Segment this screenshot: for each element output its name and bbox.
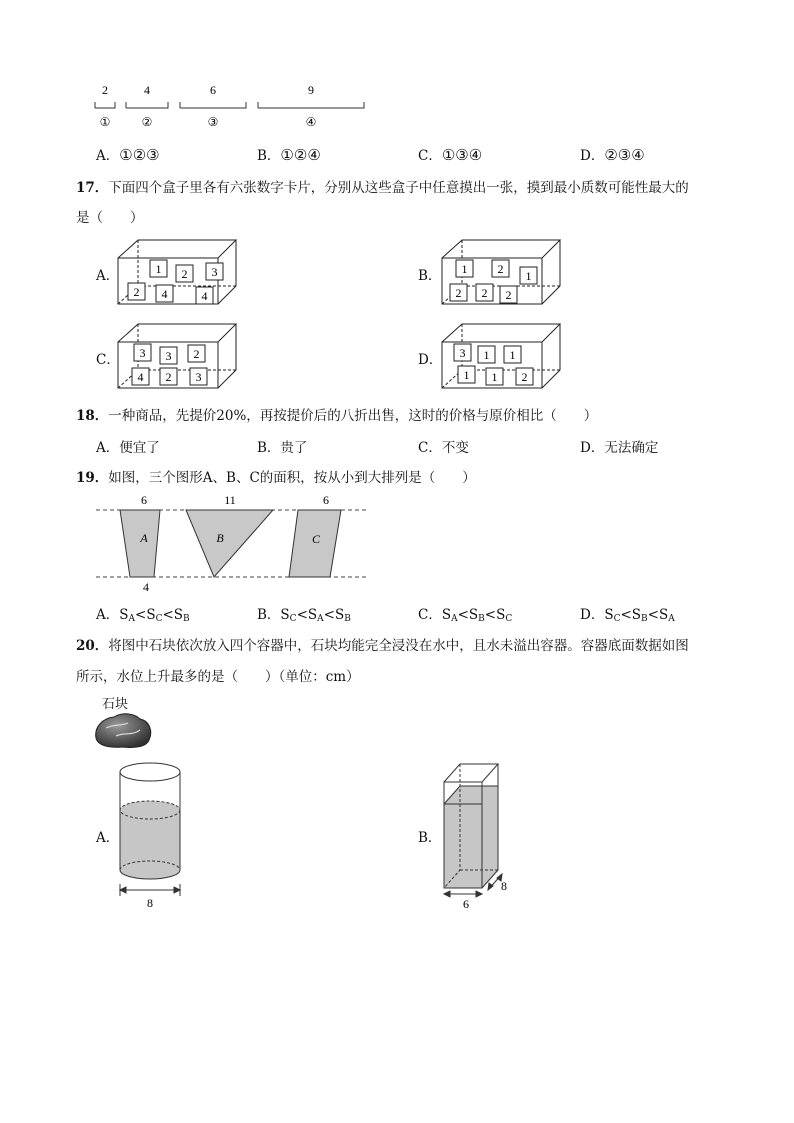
lt: < — [323, 607, 335, 623]
card: 4 — [201, 289, 208, 303]
q19-option-c[interactable] — [418, 603, 512, 624]
q17-box-a[interactable] — [116, 236, 240, 308]
option-text: 便宜了 — [119, 440, 160, 456]
option-text: ②③④ — [604, 146, 645, 164]
shape-label-c: C — [311, 532, 321, 546]
q20-a-dim: 8 — [147, 896, 153, 910]
s-symbol: S — [441, 607, 452, 623]
q20-b-dim-width: 6 — [463, 897, 469, 911]
option-letter: D． — [580, 440, 605, 456]
stone-icon — [92, 710, 154, 750]
card: 1 — [463, 368, 470, 382]
card: 4 — [161, 287, 168, 301]
q16-option-c[interactable] — [418, 144, 482, 164]
subscript: B — [183, 614, 190, 624]
lt: < — [457, 607, 469, 623]
q16-seg-length-3: 6 — [210, 83, 216, 97]
card: 1 — [483, 348, 490, 362]
q18-option-d[interactable] — [580, 436, 658, 456]
q17-box-b[interactable] — [440, 236, 564, 308]
q17-question-line1 — [76, 176, 689, 196]
q16-seg-mark-4: ④ — [305, 115, 317, 129]
option-text: ①②③ — [119, 146, 160, 164]
card: 2 — [165, 370, 172, 384]
s-symbol: S — [631, 607, 642, 623]
option-letter: C． — [418, 607, 442, 623]
option-letter: D． — [580, 148, 605, 164]
q17-option-b-label[interactable]: B． — [418, 268, 442, 284]
q18-option-b[interactable] — [257, 436, 307, 456]
option-letter: D． — [580, 607, 605, 623]
subscript: A — [668, 614, 675, 624]
q18-option-c[interactable] — [418, 436, 469, 456]
card: 3 — [459, 346, 466, 360]
q19-top-label-2: 11 — [224, 493, 236, 507]
s-symbol: S — [280, 607, 290, 623]
q20-container-b-cuboid[interactable] — [438, 760, 518, 914]
q18-option-a[interactable] — [96, 436, 160, 456]
option-text: ①③④ — [441, 146, 483, 164]
lt: < — [162, 607, 174, 623]
card: 2 — [193, 347, 200, 361]
option-letter: A． — [96, 440, 120, 456]
q19-question — [76, 466, 476, 486]
q16-seg-mark-2: ② — [141, 115, 153, 129]
q17-option-d-label[interactable]: D． — [418, 352, 443, 368]
q20-container-a-cylinder[interactable] — [114, 760, 188, 914]
s-symbol: S — [496, 607, 506, 623]
option-letter: B． — [257, 607, 281, 623]
lt: < — [647, 607, 659, 623]
q19-text: 如图，三个图形A、B、C的面积，按从小到大排列是（ ） — [108, 470, 476, 486]
q16-seg-length-2: 4 — [144, 83, 150, 97]
shape-label-b: B — [216, 531, 224, 545]
q18-question — [76, 404, 597, 424]
q16-seg-mark-1: ① — [99, 115, 111, 129]
s-symbol: S — [658, 607, 669, 623]
s-symbol: S — [119, 607, 129, 623]
card: 2 — [521, 370, 528, 384]
s-symbol: S — [468, 607, 479, 623]
q16-option-b[interactable] — [257, 144, 321, 164]
q16-seg-length-4: 9 — [308, 83, 314, 97]
q20-option-b-label[interactable]: B． — [418, 830, 442, 846]
subscript: B — [344, 614, 351, 624]
card: 3 — [165, 349, 172, 363]
s-symbol: S — [334, 607, 345, 623]
q20-number: 20． — [76, 638, 109, 654]
option-letter: B． — [257, 440, 281, 456]
option-letter: A． — [96, 607, 120, 623]
q19-option-b[interactable] — [257, 603, 351, 624]
option-text: ①②④ — [280, 146, 321, 164]
q18-text: 一种商品，先提价20%，再按提价后的八折出售，这时的价格与原价相比（ ） — [108, 408, 598, 424]
q17-text-1: 下面四个盒子里各有六张数字卡片，分别从这些盒子中任意摸出一张，摸到最小质数可能性最大的 — [108, 180, 689, 196]
subscript: B — [478, 614, 485, 624]
q17-box-d[interactable] — [440, 320, 564, 392]
s-symbol: S — [173, 607, 184, 623]
option-letter: B． — [257, 148, 281, 164]
card: 2 — [505, 288, 512, 302]
q20-text-1: 将图中石块依次放入四个容器中，石块均能完全浸没在水中，且水未溢出容器。容器底面数据如图 — [108, 638, 689, 654]
card: 2 — [481, 286, 488, 300]
q16-option-d[interactable] — [580, 144, 645, 164]
option-text: 无法确定 — [604, 440, 659, 456]
q16-segments-figure — [88, 80, 378, 132]
lt: < — [484, 607, 497, 623]
card: 2 — [181, 267, 188, 281]
q20-b-dim-depth: 8 — [501, 879, 507, 893]
q20-option-a-label[interactable]: A． — [96, 830, 120, 846]
card: 1 — [525, 269, 532, 283]
s-symbol: S — [146, 607, 156, 623]
q20-text-2: 所示，水位上升最多的是（ ）（单位：cm） — [76, 669, 360, 685]
s-symbol: S — [604, 607, 614, 623]
q19-number: 19． — [76, 470, 109, 486]
q19-top-label-1: 6 — [141, 493, 147, 507]
option-letter: A． — [96, 148, 120, 164]
s-symbol: S — [307, 607, 318, 623]
card: 1 — [155, 262, 162, 276]
q19-bottom-label: 4 — [143, 580, 149, 594]
q17-text-2: 是（ ） — [76, 210, 144, 226]
q16-option-a[interactable] — [96, 144, 160, 164]
subscript: C — [155, 614, 163, 624]
shape-b — [186, 510, 273, 577]
subscript: C — [505, 614, 513, 624]
lt: < — [135, 607, 147, 623]
shape-label-a: A — [140, 531, 148, 545]
card: 3 — [195, 370, 202, 384]
subscript: C — [289, 614, 297, 624]
stone-label: 石块 — [102, 697, 129, 712]
q17-option-a-label[interactable]: A． — [96, 268, 120, 284]
card: 2 — [455, 286, 462, 300]
q19-shapes-figure — [96, 490, 371, 596]
q17-option-c-label[interactable]: C． — [96, 352, 120, 368]
subscript: A — [451, 614, 458, 624]
q18-number: 18． — [76, 408, 109, 424]
card: 1 — [509, 348, 516, 362]
q16-seg-length-1: 2 — [102, 83, 108, 97]
q17-question-line2 — [76, 206, 144, 226]
q19-top-label-3: 6 — [323, 493, 329, 507]
subscript: A — [317, 614, 324, 624]
card: 2 — [497, 262, 504, 276]
q20-question-line2 — [76, 665, 360, 685]
option-text: 贵了 — [280, 440, 308, 456]
q19-option-d[interactable] — [580, 603, 675, 624]
card: 1 — [491, 370, 498, 384]
q19-option-a[interactable] — [96, 603, 190, 624]
option-text: 不变 — [441, 440, 469, 456]
subscript: A — [128, 614, 135, 624]
card: 3 — [211, 265, 218, 279]
lt: < — [620, 607, 632, 623]
subscript: B — [641, 614, 648, 624]
q20-question-line1 — [76, 634, 689, 654]
card: 1 — [461, 262, 468, 276]
card: 2 — [133, 285, 140, 299]
q17-box-c[interactable] — [116, 320, 240, 392]
option-letter: C． — [418, 148, 442, 164]
option-letter: C． — [418, 440, 442, 456]
q17-number: 17． — [76, 180, 109, 196]
lt: < — [296, 607, 308, 623]
q16-seg-mark-3: ③ — [207, 115, 219, 129]
card: 4 — [137, 370, 144, 384]
subscript: C — [613, 614, 621, 624]
card: 3 — [139, 346, 146, 360]
